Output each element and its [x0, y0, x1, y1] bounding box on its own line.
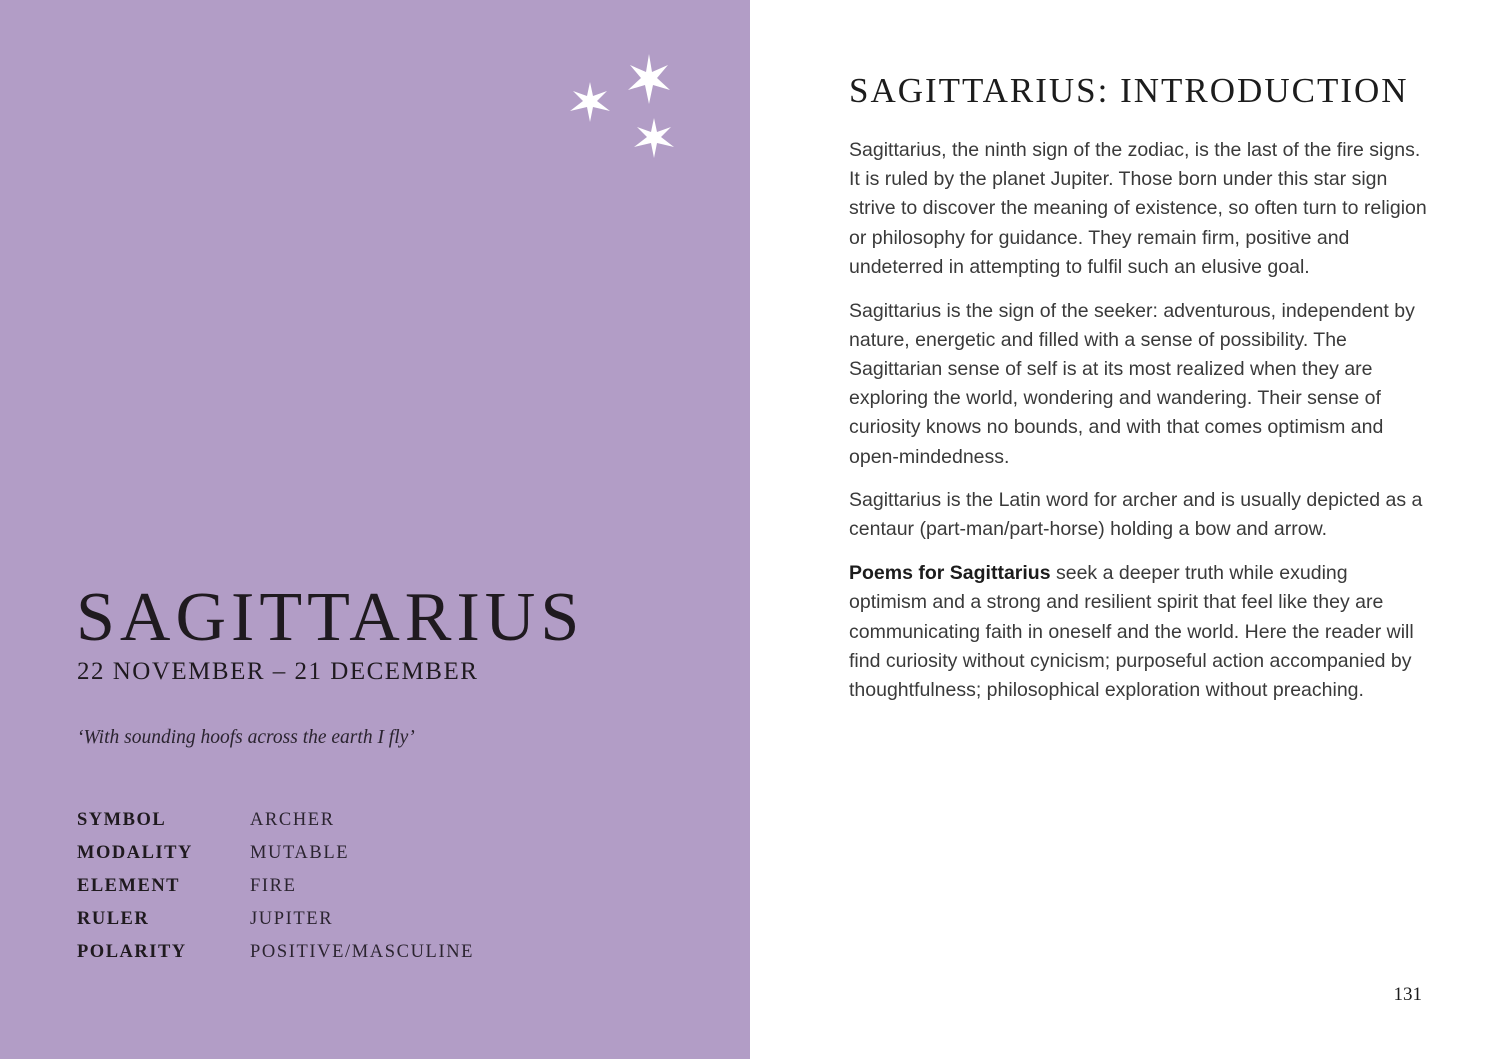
page-number: 131 — [1393, 984, 1422, 1005]
star-icon — [568, 80, 612, 124]
paragraph-text: seek a deeper truth while exuding optimism and a strong and resilient spirit that feel like they are communicating faith in oneself and the world. Here the reader will find curiosity without cynicism; purposeful action accompanied by thoughtfulness; philosophical exploration without preaching. — [849, 562, 1414, 701]
sign-quote: ‘With sounding hoofs across the earth I fly’ — [77, 727, 415, 748]
paragraph: Sagittarius, the ninth sign of the zodiac, is the last of the fire signs. It is ruled by the planet Jupiter. Those born under this star sign strive to discover the meaning of existence, so often turn to religion or philosophy for guidance. They remain firm, positive and undeterred in attempting to fulfil such an elusive goal. — [849, 139, 1427, 278]
sign-dates: 22 NOVEMBER – 21 DECEMBER — [77, 658, 479, 685]
attribute-row — [77, 905, 474, 938]
attribute-value: ARCHER — [250, 810, 335, 830]
attribute-row — [77, 806, 474, 839]
paragraph: Sagittarius is the sign of the seeker: adventurous, independent by nature, energetic and filled with a sense of possibility. The Sagittarian sense of self is at its most realized when they are exploring the world, wondering and wandering. Their sense of curiosity knows no bounds, and with that comes optimism and open-mindedness. — [849, 299, 1415, 468]
attribute-value: JUPITER — [250, 909, 334, 929]
star-icon — [632, 116, 676, 160]
attribute-label: SYMBOL — [77, 810, 167, 830]
star-icon — [622, 52, 676, 106]
sign-title: SAGITTARIUS — [76, 579, 585, 656]
attribute-row — [77, 839, 474, 872]
paragraph — [849, 559, 1427, 705]
attribute-label: RULER — [77, 909, 150, 929]
paragraph: Sagittarius is the Latin word for archer and is usually depicted as a centaur (part-man/part-horse) holding a bow and arrow. — [849, 489, 1423, 541]
attributes-table — [77, 806, 474, 971]
attribute-row — [77, 938, 474, 971]
attribute-label: POLARITY — [77, 942, 187, 962]
attribute-row — [77, 872, 474, 905]
attribute-value: MUTABLE — [250, 843, 350, 863]
attribute-label: MODALITY — [77, 843, 193, 863]
attribute-value: FIRE — [250, 876, 297, 896]
star-cluster — [560, 48, 690, 168]
attribute-label: ELEMENT — [77, 876, 181, 896]
body-text — [849, 136, 1427, 720]
attribute-value: POSITIVE/MASCULINE — [250, 942, 475, 962]
right-page — [750, 0, 1500, 1059]
page-title: SAGITTARIUS: INTRODUCTION — [849, 71, 1409, 110]
bold-lead-text: Poems for Sagittarius — [849, 562, 1051, 585]
